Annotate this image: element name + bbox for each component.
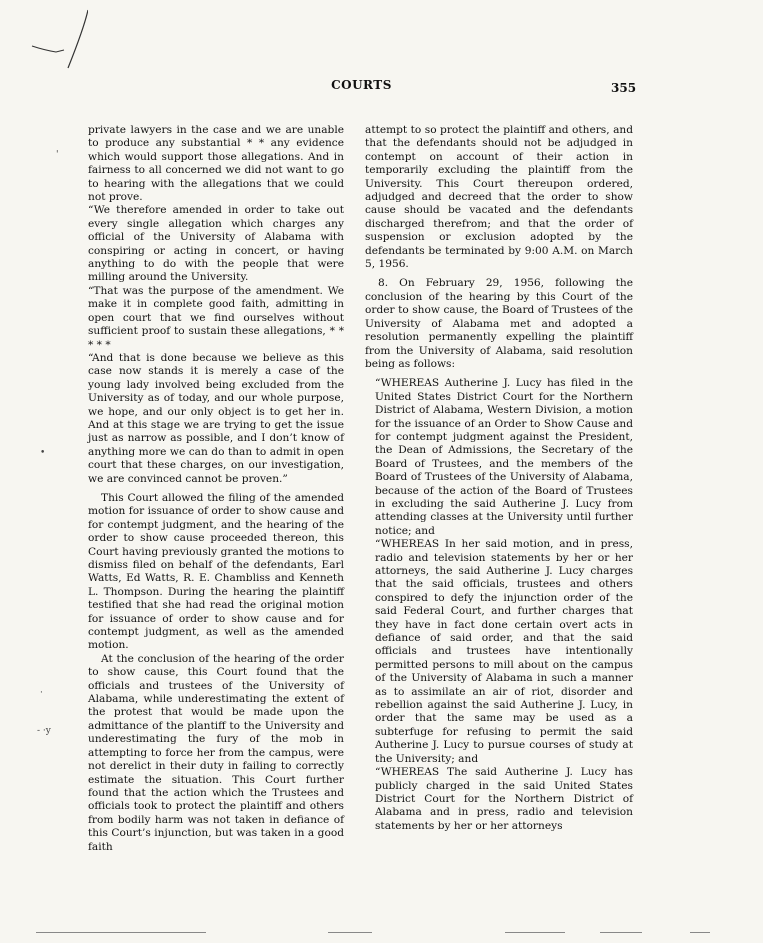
quoted-paragraph: “We therefore amended in order to take out every single allegation which charges any official of the University of Alabama with conspiring or acting in concert, or having anything to do with the people that were milling around the University.	[88, 204, 344, 284]
quoted-paragraph: “And that is done because we believe as this case now stands it is merely a case of the young lady involved being excluded from the University as of today, and our whole purpose, we hope, and our only object is to get her in. And at this stage we are trying to get the issue just as narrow as possible, and I don’t know of anything more we can do than to admit in open court that these charges, on our investigation, we are convinced cannot be proven.”	[88, 351, 344, 485]
paragraph: private lawyers in the case and we are unable to produce any substantial * * any evidence which would support those allegations. And in fairness to all concerned we did not want to go to hearing with the allegations that we could not prove.	[88, 124, 344, 204]
running-head: COURTS	[331, 78, 392, 92]
margin-speck: •	[40, 448, 46, 458]
pencil-scribble-mark	[28, 8, 88, 72]
footer-rule	[690, 932, 710, 933]
paragraph: At the conclusion of the hearing of the order to show cause, this Court found that the officials and trustees of the University of Alabama, while underestimating the extent of the protest that would be made upon the admittance of the plantiff to the University and underestimating the fury of the mob in attempting to force her from the campus, were not derelict in their duty in failing to correctly estimate the situation. This Court further found that the action which the Trustees and officials took to protect the plaintiff and others from bodily harm was not taken in defiance of this Court’s injunction, but was taken in a good faith	[88, 652, 344, 853]
margin-speck: ·	[40, 688, 43, 698]
paragraph: This Court allowed the filing of the amended motion for issuance of order to show cause and for contempt judgment, and the hearing of the order to show cause proceeded thereon, this Court having previously granted the motions to dismiss filed on behalf of the defendants, Earl Watts, Ed Watts, R. E. Chambliss and Kenneth L. Thompson. During the hearing the plaintiff testified that she had read the original motion for issuance of order to show cause and for contempt judgment, as well as the amended motion.	[88, 491, 344, 652]
left-column	[88, 124, 344, 854]
numbered-paragraph: 8. On February 29, 1956, following the conclusion of the hearing by this Court of the order to show cause, the Board of Trustees of the University of Alabama met and adopted a resolution permanently expelling the plaintiff from the University of Alabama, said resolution being as follows:	[365, 277, 633, 370]
quoted-paragraph: “That was the purpose of the amendment. We make it in complete good faith, admitting in open court that we find ourselves without sufficient proof to sustain these allegations, * * * * *	[88, 284, 344, 351]
footer-rule	[505, 932, 565, 933]
footer-rule	[600, 932, 642, 933]
resolution-whereas: “WHEREAS Autherine J. Lucy has filed in the United States District Court for the Northern District of Alabama, Western Division, a motion for the issuance of an Order to Show Cause and for contempt judgment against the President, the Dean of Admissions, the Secretary of the Board of Trustees, and the members of the Board of Trustees of the University of Alabama, because of the action of the Board of Trustees in excluding the said Autherine J. Lucy from attending classes at the University until further notice; and	[375, 377, 633, 537]
resolution-whereas: “WHEREAS The said Autherine J. Lucy has publicly charged in the said United States District Court for the Northern District of Alabama and in press, radio and television statements by her or her attorneys	[375, 766, 633, 832]
margin-speck: '	[56, 150, 59, 160]
margin-speck: - ·y	[37, 726, 51, 736]
right-column	[365, 124, 633, 833]
page-number: 355	[611, 81, 637, 95]
paragraph: attempt to so protect the plaintiff and others, and that the defendants should not be adjudged in contempt on account of their action in temporarily excluding the plaintiff from the University. This Court thereupon ordered, adjudged and decreed that the order to show cause should be vacated and the defendants discharged therefrom; and that the order of suspension or exclusion adopted by the defendants be terminated by 9:00 A.M. on March 5, 1956.	[365, 124, 633, 271]
footer-rule	[36, 932, 206, 933]
footer-rule	[328, 932, 372, 933]
resolution-whereas: “WHEREAS In her said motion, and in press, radio and television statements by her or her attorneys, the said Autherine J. Lucy charges that the said officials, trustees and others conspired to defy the injunction order of the said Federal Court, and further charges that they have in fact done certain overt acts in defiance of said order, and that the said officials and trustees have intentionally permitted persons to mill about on the campus of the University of Alabama in such a manner as to assimilate an air of riot, disorder and rebellion against the said Autherine J. Lucy, in order that the same may be used as a subterfuge for refusing to permit the said Autherine J. Lucy to pursue courses of study at the University; and	[375, 538, 633, 765]
